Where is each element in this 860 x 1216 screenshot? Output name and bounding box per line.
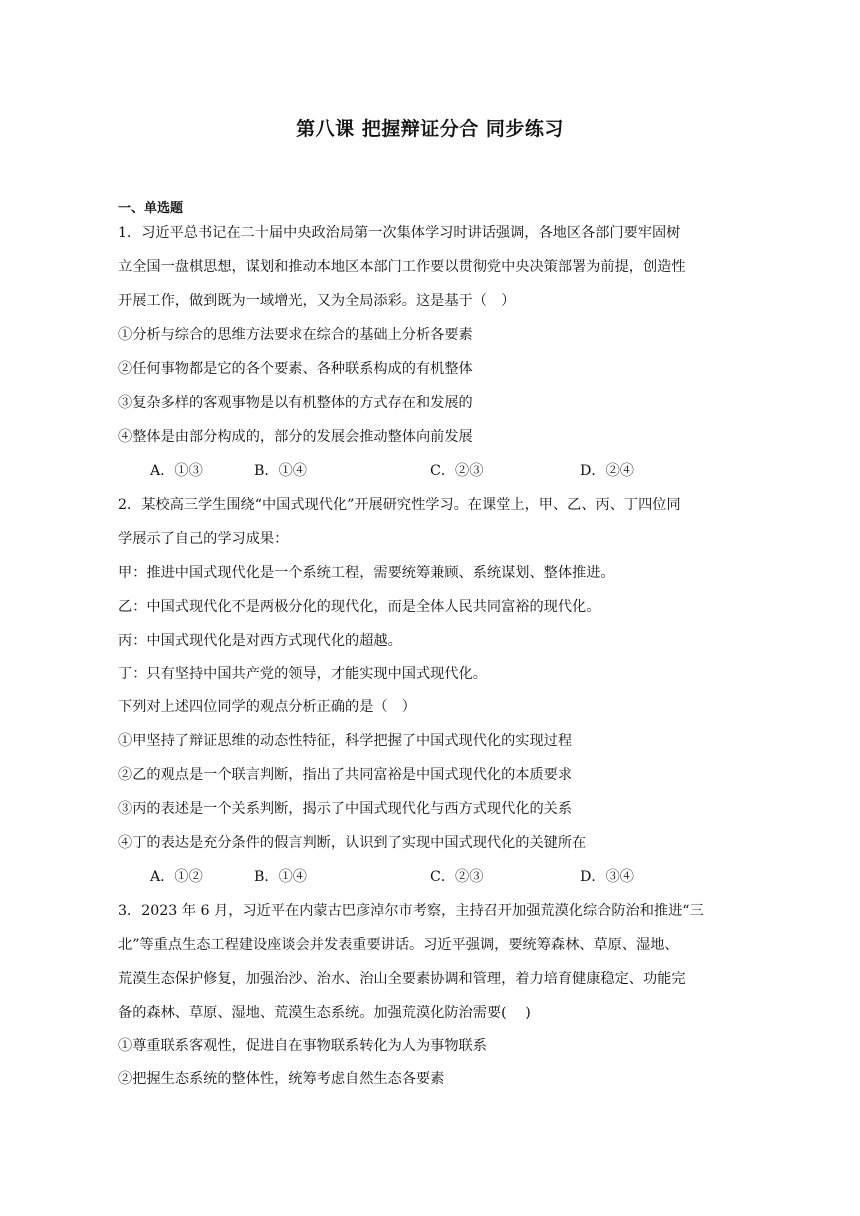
q1-stem-line: 1．习近平总书记在二十届中央政治局第一次集体学习时讲话强调，各地区各部门要牢固树 (118, 225, 681, 241)
q2-option-d: D．③④ (580, 869, 634, 885)
q1-item: ④整体是由部分构成的，部分的发展会推动整体向前发展 (118, 429, 473, 445)
q2-stem-line: 甲：推进中国式现代化是一个系统工程，需要统筹兼顾、系统谋划、整体推进。 (118, 565, 615, 581)
q2-item: ③丙的表述是一个关系判断，揭示了中国式现代化与西方式现代化的关系 (118, 801, 573, 817)
q2-stem-line: 乙：中国式现代化不是两极分化的现代化，而是全体人民共同富裕的现代化。 (118, 599, 601, 615)
q1-stem-line: 开展工作，做到既为一域增光，又为全局添彩。这是基于（ ） (118, 293, 516, 309)
q3-stem-line: 北”等重点生态工程建设座谈会并发表重要讲话。习近平强调，要统筹森林、草原、湿地、 (118, 937, 679, 953)
q1-stem-line: 立全国一盘棋思想，谋划和推动本地区本部门工作要以贯彻党中央决策部署为前提，创造性 (118, 259, 686, 275)
q2-item: ①甲坚持了辩证思维的动态性特征，科学把握了中国式现代化的实现过程 (118, 733, 573, 749)
q2-options (150, 867, 750, 887)
q2-stem-line: 丙：中国式现代化是对西方式现代化的超越。 (118, 633, 402, 649)
q1-option-a: A．①③ (150, 463, 203, 479)
q2-option-c: C．②③ (430, 869, 484, 885)
q3-item: ①尊重联系客观性，促进自在事物联系转化为人为事物联系 (118, 1038, 487, 1054)
q2-option-b: B．①④ (254, 869, 307, 885)
q1-option-d: D．②④ (580, 463, 634, 479)
q2-item: ②乙的观点是一个联言判断，指出了共同富裕是中国式现代化的本质要求 (118, 767, 573, 783)
q2-option-a: A．①② (150, 869, 203, 885)
document-title: 第八课 把握辩证分合 同步练习 (296, 118, 564, 140)
section-heading: 一、单选题 (118, 201, 184, 216)
q3-item: ②把握生态系统的整体性，统筹考虑自然生态各要素 (118, 1071, 445, 1087)
q1-option-c: C．②③ (430, 463, 484, 479)
q1-option-b: B．①④ (254, 463, 307, 479)
q2-stem-line: 2．某校高三学生围绕“中国式现代化”开展研究性学习。在课堂上，甲、乙、丙、丁四位同 (118, 497, 681, 513)
q1-item: ①分析与综合的思维方法要求在综合的基础上分析各要素 (118, 327, 473, 343)
q2-stem-line: 丁：只有坚持中国共产党的领导，才能实现中国式现代化。 (118, 666, 487, 682)
q3-stem-line: 备的森林、草原、湿地、荒漠生态系统。加强荒漠化防治需要( ) (118, 1005, 531, 1021)
q2-stem-line: 下列对上述四位同学的观点分析正确的是（ ） (118, 699, 416, 715)
q1-options (150, 461, 750, 481)
q3-stem-line: 荒漠生态保护修复，加强治沙、治水、治山全要素协调和管理，着力培育健康稳定、功能完 (118, 971, 686, 987)
q1-item: ③复杂多样的客观事物是以有机整体的方式存在和发展的 (118, 395, 473, 411)
q2-item: ④丁的表达是充分条件的假言判断，认识到了实现中国式现代化的关键所在 (118, 835, 587, 851)
q2-stem-line: 学展示了自己的学习成果： (118, 531, 289, 547)
q3-stem-line: 3．2023 年 6 月，习近平在内蒙古巴彦淖尔市考察，主持召开加强荒漠化综合防治和推进“三 (118, 903, 704, 919)
q1-item: ②任何事物都是它的各个要素、各种联系构成的有机整体 (118, 361, 473, 377)
